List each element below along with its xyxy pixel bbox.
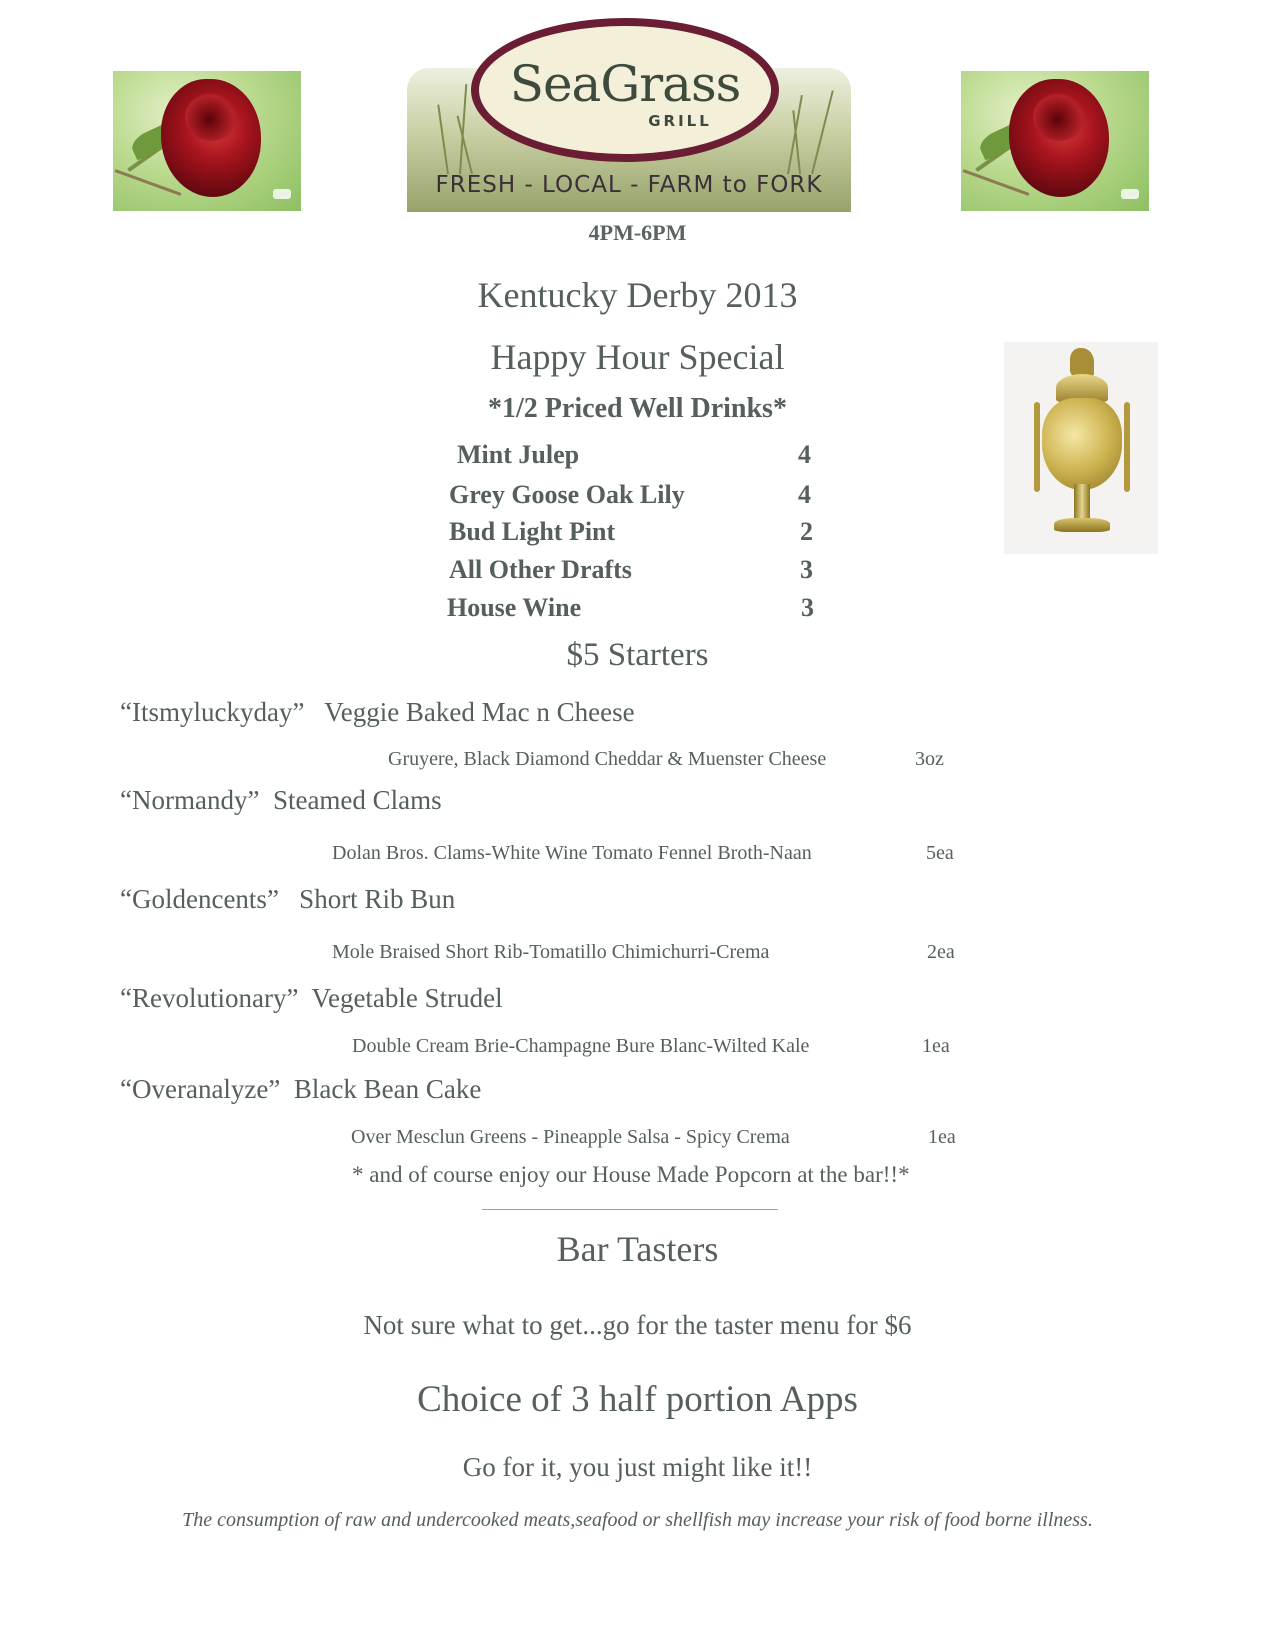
starter-qty: 1ea	[922, 1035, 950, 1057]
drink-name: Bud Light Pint	[449, 517, 616, 546]
divider	[482, 1209, 778, 1210]
starter-desc: Mole Braised Short Rib-Tomatillo Chimichurri-Crema	[332, 941, 770, 963]
drink-name: Grey Goose Oak Lily	[449, 480, 685, 509]
starter-name: “Revolutionary” Vegetable Strudel	[120, 983, 503, 1013]
starter-name: “Itsmyluckyday” Veggie Baked Mac n Cheese	[120, 697, 635, 727]
starter-name: “Normandy” Steamed Clams	[120, 785, 442, 815]
special-title: Happy Hour Special	[490, 337, 785, 377]
logo-tagline: FRESH - LOCAL - FARM to FORK	[435, 172, 823, 198]
starter-desc: Dolan Bros. Clams-White Wine Tomato Fennel Broth-Naan	[332, 842, 812, 864]
drink-name: All Other Drafts	[449, 555, 632, 584]
drink-name: House Wine	[447, 593, 582, 622]
choice-line: Choice of 3 half portion Apps	[417, 1379, 858, 1420]
drink-price: 3	[801, 593, 814, 622]
logo-name: SeaGrass	[509, 55, 741, 113]
starter-qty: 1ea	[928, 1126, 956, 1148]
drink-price: 2	[800, 517, 813, 546]
hours: 4PM-6PM	[588, 220, 687, 245]
go-for-it-line: Go for it, you just might like it!!	[462, 1452, 813, 1482]
starter-qty: 3oz	[915, 748, 944, 770]
food-safety-warning: The consumption of raw and undercooked meats,seafood or shellfish may increase your risk of food borne illness.	[182, 1509, 1093, 1531]
starters-heading: $5 Starters	[566, 637, 709, 673]
starter-qty: 2ea	[927, 941, 955, 963]
starter-name: “Overanalyze” Black Bean Cake	[120, 1074, 482, 1104]
seagrass-logo	[407, 18, 851, 212]
popcorn-note: * and of course enjoy our House Made Popcorn at the bar!!*	[352, 1162, 910, 1187]
drink-price: 4	[798, 480, 811, 509]
bar-tasters-heading: Bar Tasters	[556, 1229, 719, 1269]
rose-photo-left	[113, 71, 301, 211]
drink-price: 4	[798, 440, 811, 469]
logo-sub: GRILL	[648, 112, 712, 130]
well-drinks-heading: *1/2 Priced Well Drinks*	[488, 393, 787, 424]
starter-desc: Over Mesclun Greens - Pineapple Salsa - Spicy Crema	[351, 1126, 790, 1148]
drink-price: 3	[800, 555, 813, 584]
starter-name: “Goldencents” Short Rib Bun	[120, 884, 456, 914]
starter-qty: 5ea	[926, 842, 954, 864]
drink-name: Mint Julep	[457, 440, 580, 469]
starter-desc: Gruyere, Black Diamond Cheddar & Muenster Cheese	[388, 748, 827, 770]
event-title: Kentucky Derby 2013	[477, 275, 798, 315]
starter-desc: Double Cream Brie-Champagne Bure Blanc-Wilted Kale	[352, 1035, 810, 1057]
rose-photo-right	[961, 71, 1149, 211]
taster-line: Not sure what to get...go for the taster menu for $6	[363, 1310, 912, 1340]
